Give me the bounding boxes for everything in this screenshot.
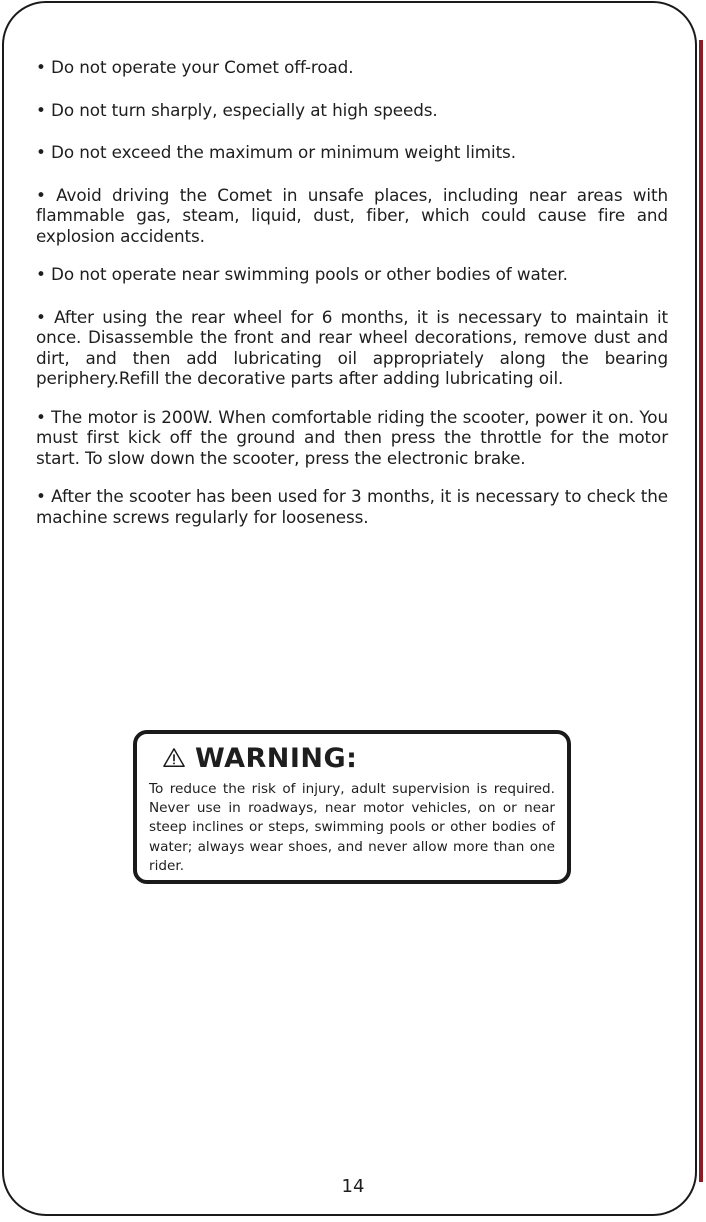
- instruction-item: • The motor is 200W. When comfortable riding the scooter, power it on. You must first kick off the ground and then press the throttle for the motor start. To slow down the scooter, press the electronic brake.: [36, 406, 668, 468]
- warning-header: [163, 740, 555, 776]
- warning-title: WARNING:: [195, 742, 358, 774]
- instruction-item: • After using the rear wheel for 6 months, it is necessary to maintain it once. Disassemble the front and rear wheel decorations, remove dust and dirt, and then add lubricating oil appropriately along the bearing periphery.Refill the decorative parts after adding lubricating oil.: [36, 306, 668, 388]
- instruction-item: • Do not operate your Comet off-road.: [36, 57, 354, 77]
- instruction-item: • Do not operate near swimming pools or other bodies of water.: [36, 264, 568, 284]
- warning-text: To reduce the risk of injury, adult supervision is required. Never use in roadways, near motor vehicles, on or near steep inclines or steps, swimming pools or other bodies of water; always wear shoes, and never allow more than one rider.: [149, 781, 555, 874]
- instruction-item: • After the scooter has been used for 3 months, it is necessary to check the machine screws regularly for looseness.: [36, 486, 668, 527]
- warning-triangle-icon: [163, 747, 185, 769]
- page-number: 14: [341, 1176, 365, 1197]
- warning-box: [133, 730, 571, 884]
- instruction-item: • Avoid driving the Comet in unsafe places, including near areas with flammable gas, steam, liquid, dust, fiber, which could cause fire and explosion accidents.: [36, 184, 668, 246]
- instruction-item: • Do not exceed the maximum or minimum weight limits.: [36, 142, 516, 162]
- page-edge-accent: [699, 40, 703, 1182]
- instruction-list: [36, 57, 668, 545]
- instruction-item: • Do not turn sharply, especially at high speeds.: [36, 99, 438, 120]
